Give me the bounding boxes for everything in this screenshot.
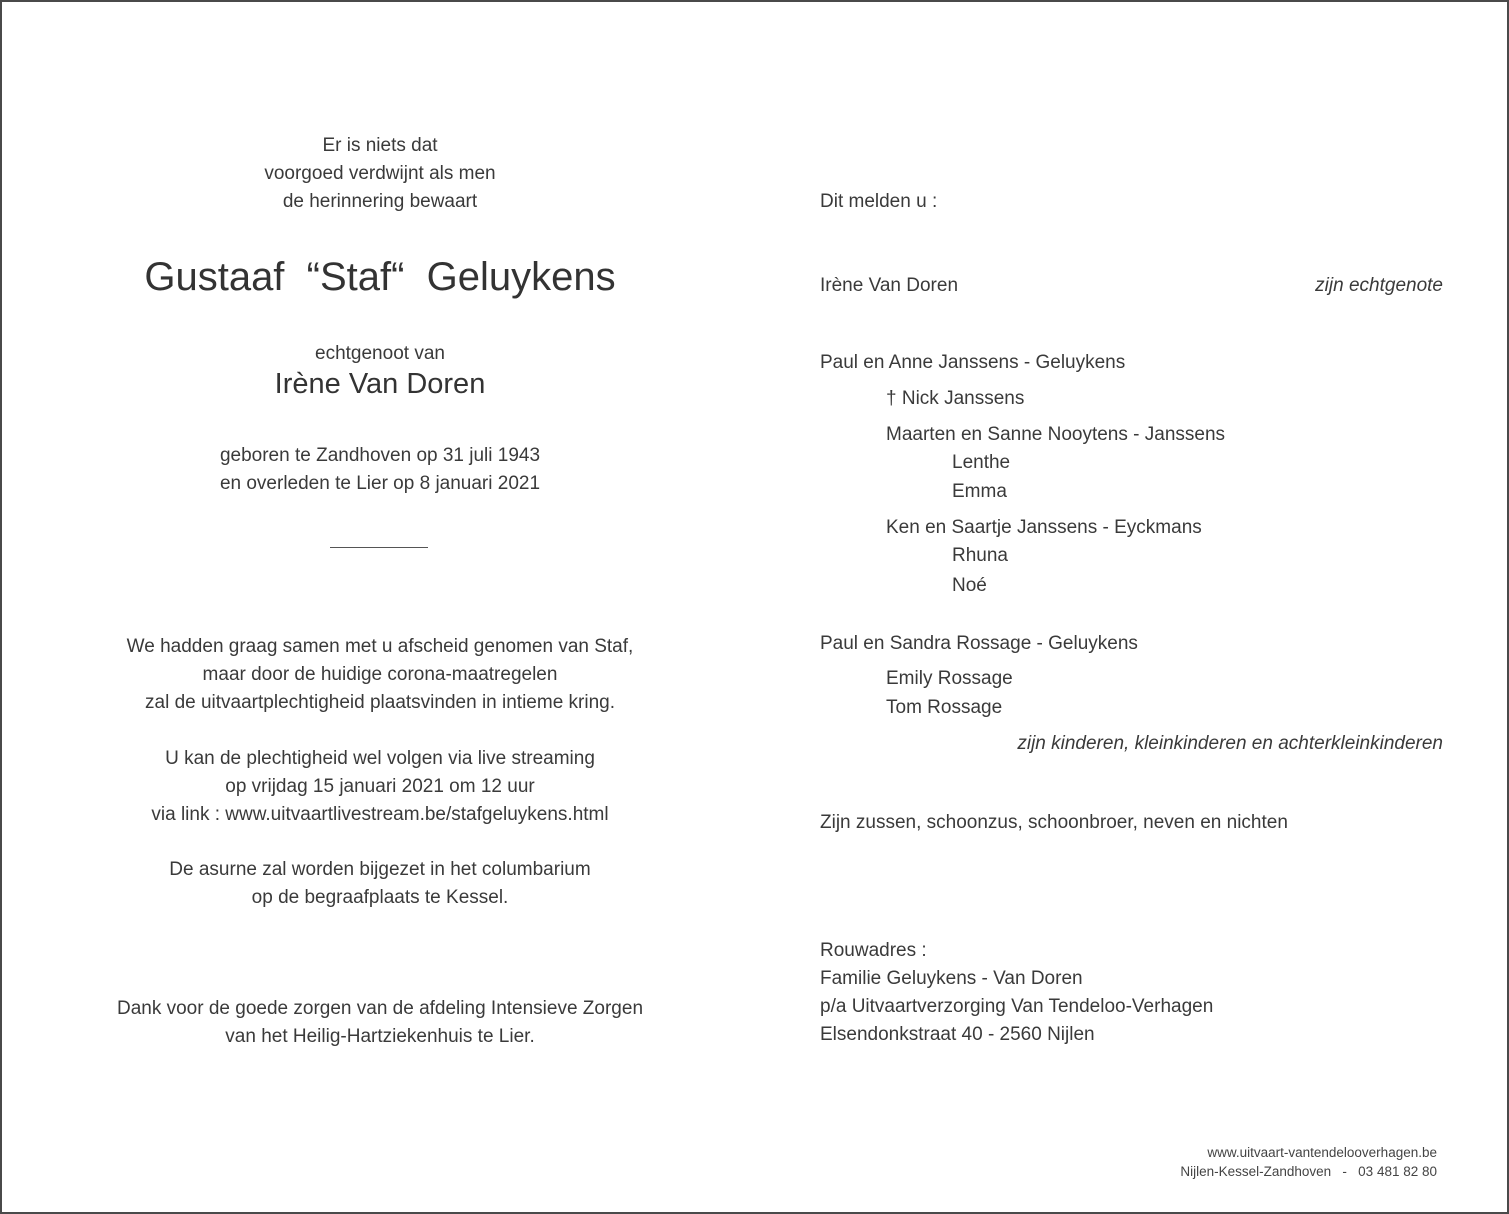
footer-website[interactable]: www.uitvaart-vantendelooverhagen.be — [1207, 1145, 1437, 1160]
family-great-2: Emma — [952, 481, 1007, 502]
quote-line-3: de herinnering bewaart — [282, 191, 478, 212]
spouse-label: echtgenoot van — [315, 343, 445, 364]
message3-line-2: op de begraafplaats te Kessel. — [251, 887, 509, 908]
widow-relation: zijn echtgenote — [1315, 275, 1443, 296]
address-line-4: Elsendonkstraat 40 - 2560 Nijlen — [820, 1024, 1095, 1045]
family-great-1: Lenthe — [952, 452, 1011, 473]
thanks-line-1: Dank voor de goede zorgen van de afdeling Intensieve Zorgen — [116, 998, 644, 1019]
family-great-4: Noé — [952, 575, 987, 596]
spouse-name: Irène Van Doren — [274, 368, 486, 400]
family-grandchild-2: Maarten en Sanne Nooytens - Janssens — [886, 424, 1226, 445]
footer-contact: Nijlen-Kessel-Zandhoven - 03 481 82 80 — [1180, 1164, 1437, 1179]
address-line-3: p/a Uitvaartverzorging Van Tendeloo-Verhagen — [820, 996, 1214, 1017]
address-line-2: Familie Geluykens - Van Doren — [820, 968, 1083, 989]
siblings: Zijn zussen, schoonzus, schoonbroer, neven en nichten — [820, 812, 1288, 833]
quote-line-2: voorgoed verdwijnt als men — [264, 163, 496, 184]
message3-line-1: De asurne zal worden bijgezet in het columbarium — [169, 859, 591, 880]
message1-line-1: We hadden graag samen met u afscheid genomen van Staf, — [126, 636, 634, 657]
thanks-line-2: van het Heilig-Hartziekenhuis te Lier. — [225, 1026, 535, 1047]
death-line: en overleden te Lier op 8 januari 2021 — [219, 473, 541, 494]
family-couple-1: Paul en Anne Janssens - Geluykens — [820, 352, 1126, 373]
message1-line-3: zal de uitvaartplechtigheid plaatsvinden in intieme kring. — [145, 692, 615, 713]
family-couple-2: Paul en Sandra Rossage - Geluykens — [820, 633, 1138, 654]
widow-name: Irène Van Doren — [820, 275, 959, 296]
deceased-name: Gustaaf “Staf“ Geluykens — [144, 255, 616, 299]
family-grandchild-1: † Nick Janssens — [886, 388, 1025, 409]
family-great-3: Rhuna — [952, 545, 1008, 566]
announce: Dit melden u : — [820, 191, 938, 212]
divider — [330, 547, 428, 548]
message1-line-2: maar door de huidige corona-maatregelen — [202, 664, 558, 685]
family-grandchild-3: Ken en Saartje Janssens - Eyckmans — [886, 517, 1202, 538]
stream-link[interactable]: via link : www.uitvaartlivestream.be/stafgeluykens.html — [151, 804, 609, 825]
message2-line-1: U kan de plechtigheid wel volgen via live streaming — [165, 748, 595, 769]
message2-line-2: op vrijdag 15 januari 2021 om 12 uur — [225, 776, 535, 797]
family-relation: zijn kinderen, kleinkinderen en achterkleinkinderen — [1017, 733, 1443, 754]
family-grandchild-5: Tom Rossage — [886, 697, 1003, 718]
address-line-1: Rouwadres : — [820, 940, 927, 961]
quote-line-1: Er is niets dat — [322, 135, 438, 156]
birth-line: geboren te Zandhoven op 31 juli 1943 — [219, 445, 541, 466]
family-grandchild-4: Emily Rossage — [886, 668, 1013, 689]
